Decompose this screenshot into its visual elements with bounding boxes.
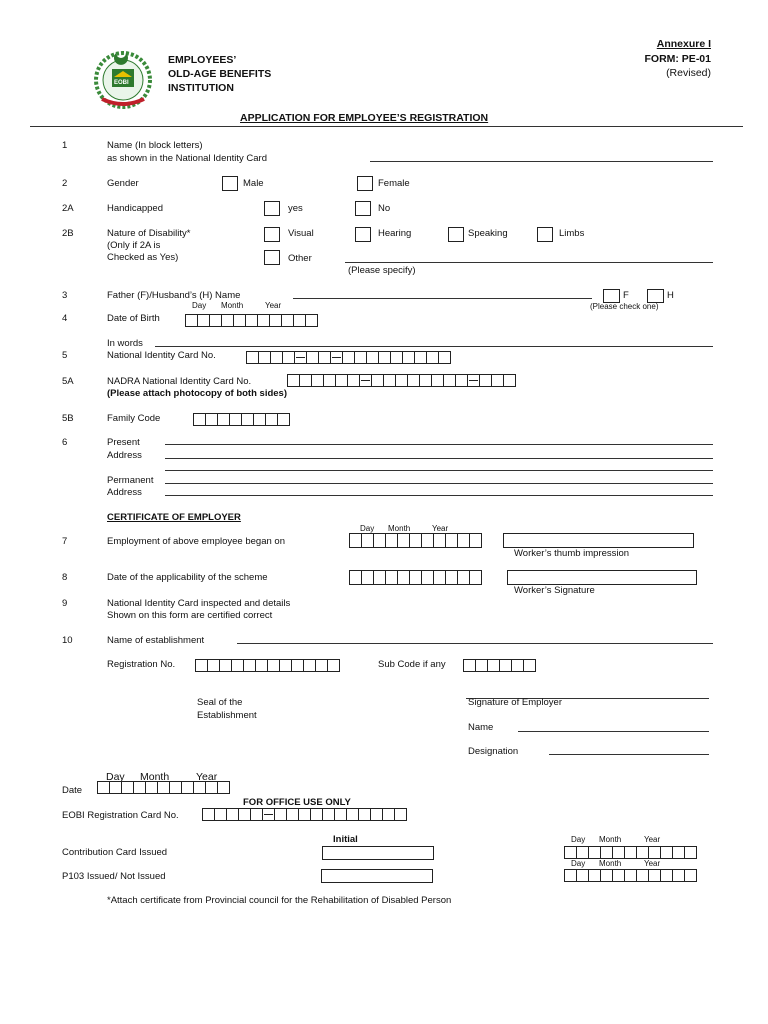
office-use-heading: FOR OFFICE USE ONLY bbox=[243, 797, 351, 808]
nic-inspected-label-line1: National Identity Card inspected and details bbox=[107, 598, 291, 609]
item-2a-number: 2A bbox=[62, 203, 74, 214]
employment-date-boxes[interactable] bbox=[349, 533, 482, 548]
contribution-year-caption: Year bbox=[644, 835, 661, 844]
please-specify-label: (Please specify) bbox=[348, 265, 416, 276]
employment-month-caption: Month bbox=[388, 524, 411, 533]
dob-day-caption: Day bbox=[192, 301, 207, 310]
dob-in-words-label: In words bbox=[107, 338, 143, 349]
female-label: Female bbox=[378, 178, 410, 189]
handicapped-no-label: No bbox=[378, 203, 391, 214]
registration-no-boxes[interactable] bbox=[195, 659, 340, 672]
other-label: Other bbox=[288, 253, 312, 264]
designation-label: Designation bbox=[468, 746, 519, 757]
dob-label: Date of Birth bbox=[107, 313, 160, 324]
family-code-boxes[interactable] bbox=[193, 413, 290, 426]
annexure-label: Annexure I bbox=[656, 38, 711, 50]
item-2b-number: 2B bbox=[62, 228, 74, 239]
name-label-line2: as shown in the National Identity Card bbox=[107, 153, 268, 164]
designation-line[interactable] bbox=[549, 754, 709, 755]
org-name-line1: EMPLOYEES’ bbox=[168, 54, 237, 66]
employer-name-label: Name bbox=[468, 722, 494, 733]
employment-day-caption: Day bbox=[360, 524, 375, 533]
female-checkbox[interactable] bbox=[357, 176, 373, 191]
registration-no-label: Registration No. bbox=[107, 659, 176, 670]
nadra-nic-label: NADRA National Identity Card No. bbox=[107, 376, 252, 387]
permanent-address-label-line2: Address bbox=[107, 487, 142, 498]
eobi-logo bbox=[90, 45, 156, 111]
item-4-number: 4 bbox=[62, 313, 68, 324]
speaking-checkbox[interactable] bbox=[448, 227, 464, 242]
hearing-label: Hearing bbox=[378, 228, 412, 239]
present-address-line-1[interactable] bbox=[165, 444, 713, 445]
handicapped-yes-label: yes bbox=[288, 203, 303, 214]
item-3-number: 3 bbox=[62, 290, 68, 301]
worker-signature-box[interactable] bbox=[507, 570, 697, 585]
logo-text: EOBI bbox=[114, 80, 129, 86]
office-date-month-caption: Month bbox=[140, 771, 170, 783]
title-divider bbox=[30, 126, 743, 127]
employer-signature-label: Signature of Employer bbox=[468, 697, 562, 708]
office-date-year-caption: Year bbox=[196, 771, 218, 783]
thumb-impression-box[interactable] bbox=[503, 533, 694, 548]
speaking-label: Speaking bbox=[468, 228, 508, 239]
item-5-number: 5 bbox=[62, 350, 68, 361]
form-number: FORM: PE-01 bbox=[644, 53, 711, 65]
form-title: APPLICATION FOR EMPLOYEE’S REGISTRATION bbox=[240, 112, 489, 124]
permanent-address-label-line1: Permanent bbox=[107, 475, 154, 486]
visual-checkbox[interactable] bbox=[264, 227, 280, 242]
name-input-line[interactable] bbox=[370, 161, 713, 162]
handicapped-yes-checkbox[interactable] bbox=[264, 201, 280, 216]
contribution-initial-box[interactable] bbox=[322, 846, 434, 860]
dob-month-caption: Month bbox=[221, 301, 244, 310]
seal-label-line1: Seal of the bbox=[197, 697, 243, 708]
org-name-line2: OLD-AGE BENEFITS bbox=[168, 68, 272, 80]
father-husband-label: Father (F)/Husband’s (H) Name bbox=[107, 290, 241, 301]
present-address-label-line2: Address bbox=[107, 450, 142, 461]
limbs-label: Limbs bbox=[559, 228, 585, 239]
dob-in-words-line[interactable] bbox=[155, 346, 713, 347]
p103-day-caption: Day bbox=[571, 859, 586, 868]
contribution-month-caption: Month bbox=[599, 835, 622, 844]
eobi-card-label: EOBI Registration Card No. bbox=[62, 810, 179, 821]
nadra-attach-note: (Please attach photocopy of both sides) bbox=[107, 388, 287, 399]
nic-digit-boxes[interactable] bbox=[246, 351, 451, 364]
worker-signature-label: Worker’s Signature bbox=[514, 585, 595, 596]
family-code-label: Family Code bbox=[107, 413, 161, 424]
p103-label: P103 Issued/ Not Issued bbox=[62, 871, 166, 882]
employment-began-label: Employment of above employee began on bbox=[107, 536, 285, 547]
nadra-nic-digit-boxes[interactable] bbox=[287, 374, 516, 387]
initial-label: Initial bbox=[333, 834, 358, 845]
item-6-number: 6 bbox=[62, 437, 68, 448]
establishment-name-line[interactable] bbox=[237, 643, 713, 644]
permanent-address-line-1[interactable] bbox=[165, 483, 713, 484]
office-date-label: Date bbox=[62, 785, 83, 796]
scheme-date-boxes[interactable] bbox=[349, 570, 482, 585]
p103-date-boxes[interactable] bbox=[564, 869, 697, 882]
husband-option-label: H bbox=[667, 290, 674, 301]
dob-year-caption: Year bbox=[265, 301, 282, 310]
eobi-card-boxes[interactable] bbox=[202, 808, 407, 821]
seal-label-line2: Establishment bbox=[197, 710, 257, 721]
handicapped-no-checkbox[interactable] bbox=[355, 201, 371, 216]
item-1-number: 1 bbox=[62, 140, 68, 151]
disability-label-line3: Checked as Yes) bbox=[107, 252, 179, 263]
male-label: Male bbox=[243, 178, 264, 189]
item-2-number: 2 bbox=[62, 178, 68, 189]
disability-label-line1: Nature of Disability* bbox=[107, 228, 191, 239]
disability-label-line2: (Only if 2A is bbox=[107, 240, 161, 251]
present-address-label-line1: Present bbox=[107, 437, 140, 448]
other-specify-line[interactable] bbox=[345, 262, 713, 263]
sub-code-boxes[interactable] bbox=[463, 659, 536, 672]
item-5b-number: 5B bbox=[62, 413, 74, 424]
p103-initial-box[interactable] bbox=[321, 869, 433, 883]
permanent-address-line-2[interactable] bbox=[165, 495, 713, 496]
contribution-date-boxes[interactable] bbox=[564, 846, 697, 859]
contribution-card-label: Contribution Card Issued bbox=[62, 847, 168, 858]
contribution-day-caption: Day bbox=[571, 835, 586, 844]
husband-checkbox[interactable] bbox=[647, 289, 664, 303]
sub-code-label: Sub Code if any bbox=[378, 659, 446, 670]
nic-label: National Identity Card No. bbox=[107, 350, 216, 361]
handicapped-label: Handicapped bbox=[107, 203, 163, 214]
office-date-boxes[interactable] bbox=[97, 781, 230, 794]
present-address-line-2[interactable] bbox=[165, 458, 713, 459]
check-one-note: (Please check one) bbox=[590, 302, 659, 311]
p103-year-caption: Year bbox=[644, 859, 661, 868]
revised-label: (Revised) bbox=[666, 67, 711, 79]
limbs-checkbox[interactable] bbox=[537, 227, 553, 242]
father-husband-name-line[interactable] bbox=[293, 298, 592, 299]
thumb-impression-label: Worker’s thumb impression bbox=[514, 548, 630, 559]
nic-inspected-label-line2: Shown on this form are certified correct bbox=[107, 610, 273, 621]
item-8-number: 8 bbox=[62, 572, 68, 583]
item-5a-number: 5A bbox=[62, 376, 74, 387]
establishment-name-label: Name of establishment bbox=[107, 635, 205, 646]
hearing-checkbox[interactable] bbox=[355, 227, 371, 242]
father-option-label: F bbox=[623, 290, 629, 301]
other-checkbox[interactable] bbox=[264, 250, 280, 265]
male-checkbox[interactable] bbox=[222, 176, 238, 191]
item-7-number: 7 bbox=[62, 536, 68, 547]
present-address-line-3[interactable] bbox=[165, 470, 713, 471]
name-label-line1: Name (In block letters) bbox=[107, 140, 203, 151]
org-name-line3: INSTITUTION bbox=[168, 82, 234, 94]
father-checkbox[interactable] bbox=[603, 289, 620, 303]
visual-label: Visual bbox=[288, 228, 314, 239]
item-10-number: 10 bbox=[62, 635, 73, 646]
gender-label: Gender bbox=[107, 178, 139, 189]
scheme-applicability-label: Date of the applicability of the scheme bbox=[107, 572, 268, 583]
employer-certificate-heading: CERTIFICATE OF EMPLOYER bbox=[107, 512, 241, 523]
footnote: *Attach certificate from Provincial council for the Rehabilitation of Disabled Person bbox=[107, 895, 452, 906]
employment-year-caption: Year bbox=[432, 524, 449, 533]
p103-month-caption: Month bbox=[599, 859, 622, 868]
dob-digit-boxes[interactable] bbox=[185, 314, 318, 327]
item-9-number: 9 bbox=[62, 598, 68, 609]
employer-name-line[interactable] bbox=[518, 731, 709, 732]
office-date-day-caption: Day bbox=[106, 771, 125, 783]
